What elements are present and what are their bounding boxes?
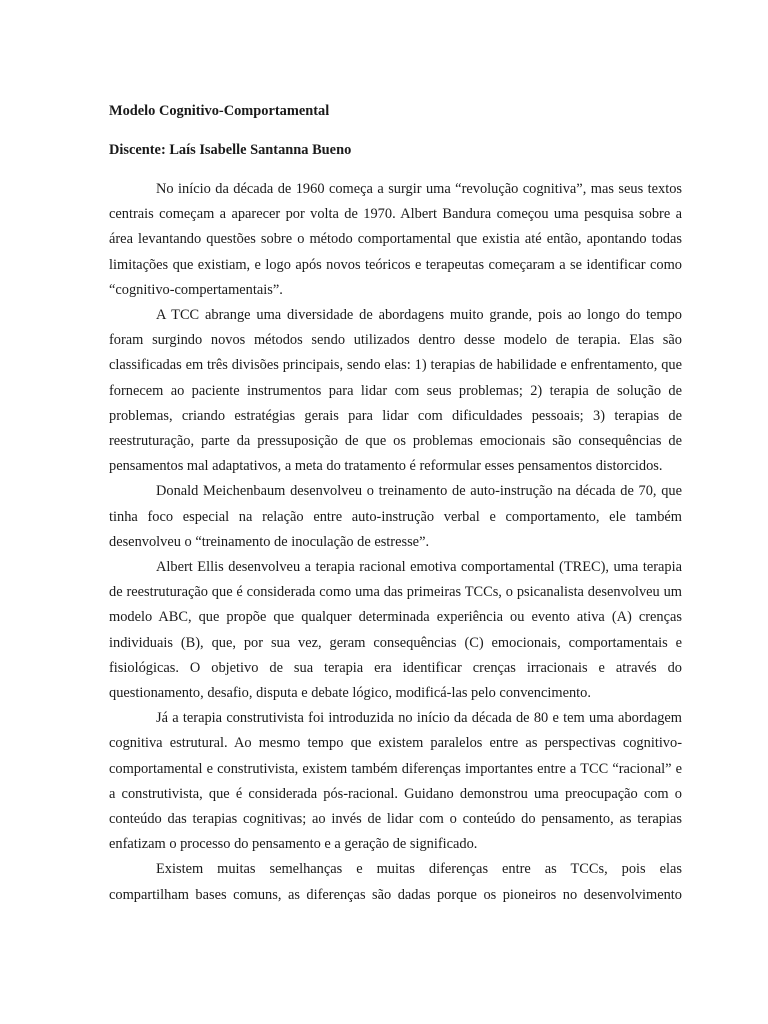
author-line: Discente: Laís Isabelle Santanna Bueno <box>109 142 352 158</box>
paragraph-line: Existem muitas semelhanças e muitas diferenças entre as TCCs, pois elas <box>156 861 682 878</box>
paragraph: Albert Ellis desenvolveu a terapia racional emotiva comportamental (TREC), uma terapia de reestruturação que é considerada como uma das primeiras TCCs, o psicanalista desenvolveu um modelo ABC, que propõe que qualquer determinada experiência ou evento ativa (A) crenças individuais (B), que, por sua vez, geram consequências (C) emocionais, comportamentais e fisiológicas. O objetivo de sua terapia era identificar crenças irracionais e através do questionamento, desafio, disputa e debate lógico, modificá-las pelo convencimento. <box>109 559 682 702</box>
paragraph: A TCC abrange uma diversidade de abordagens muito grande, pois ao longo do tempo foram surgindo novos métodos sendo utilizados dentro desse modelo de terapia. Elas são classificadas em três divisões principais, sendo elas: 1) terapias de habilidade e enfrentamento, que fornecem ao paciente instrumentos para lidar com seus problemas; 2) terapia de solução de problemas, criando estratégias gerais para lidar com dificuldades pessoais; 3) terapias de reestruturação, parte da pressuposição de que os problemas emocionais são consequências de pensamentos mal adaptativos, a meta do tratamento é reformular esses pensamentos distorcidos. <box>109 307 682 475</box>
paragraph: Donald Meichenbaum desenvolveu o treinamento de auto-instrução na década de 70, que tinha foco especial na relação entre auto-instrução verbal e comportamento, ele também desenvolveu o “treinamento de inoculação de estresse”. <box>109 483 682 550</box>
document-title: Modelo Cognitivo-Comportamental <box>109 103 330 119</box>
document-body <box>109 177 682 908</box>
paragraph: No início da década de 1960 começa a surgir uma “revolução cognitiva”, mas seus textos centrais começam a aparecer por volta de 1970. Albert Bandura começou uma pesquisa sobre a área levantando questões sobre o método comportamental que existia até então, apontando todas limitações que existiam, e logo após novos teóricos e terapeutas começaram a se identificar como “cognitivo-compertamentais”. <box>109 181 682 298</box>
paragraph-truncated <box>109 857 682 907</box>
paragraph-line: compartilham bases comuns, as diferenças são dadas porque os pioneiros no desenvolvimento <box>109 886 682 903</box>
paragraph: Já a terapia construtivista foi introduzida no início da década de 80 e tem uma abordagem cognitiva estrutural. Ao mesmo tempo que existem paralelos entre as perspectivas cognitivo-comportamental e construtivista, existem também diferenças importantes entre a TCC “racional” e a construtivista, que é considerada pós-racional. Guidano demonstrou uma preocupação com o conteúdo das terapias cognitivas; ao invés de lidar com o conteúdo do pensamento, as terapias enfatizam o processo do pensamento e a geração de significado. <box>109 710 682 853</box>
